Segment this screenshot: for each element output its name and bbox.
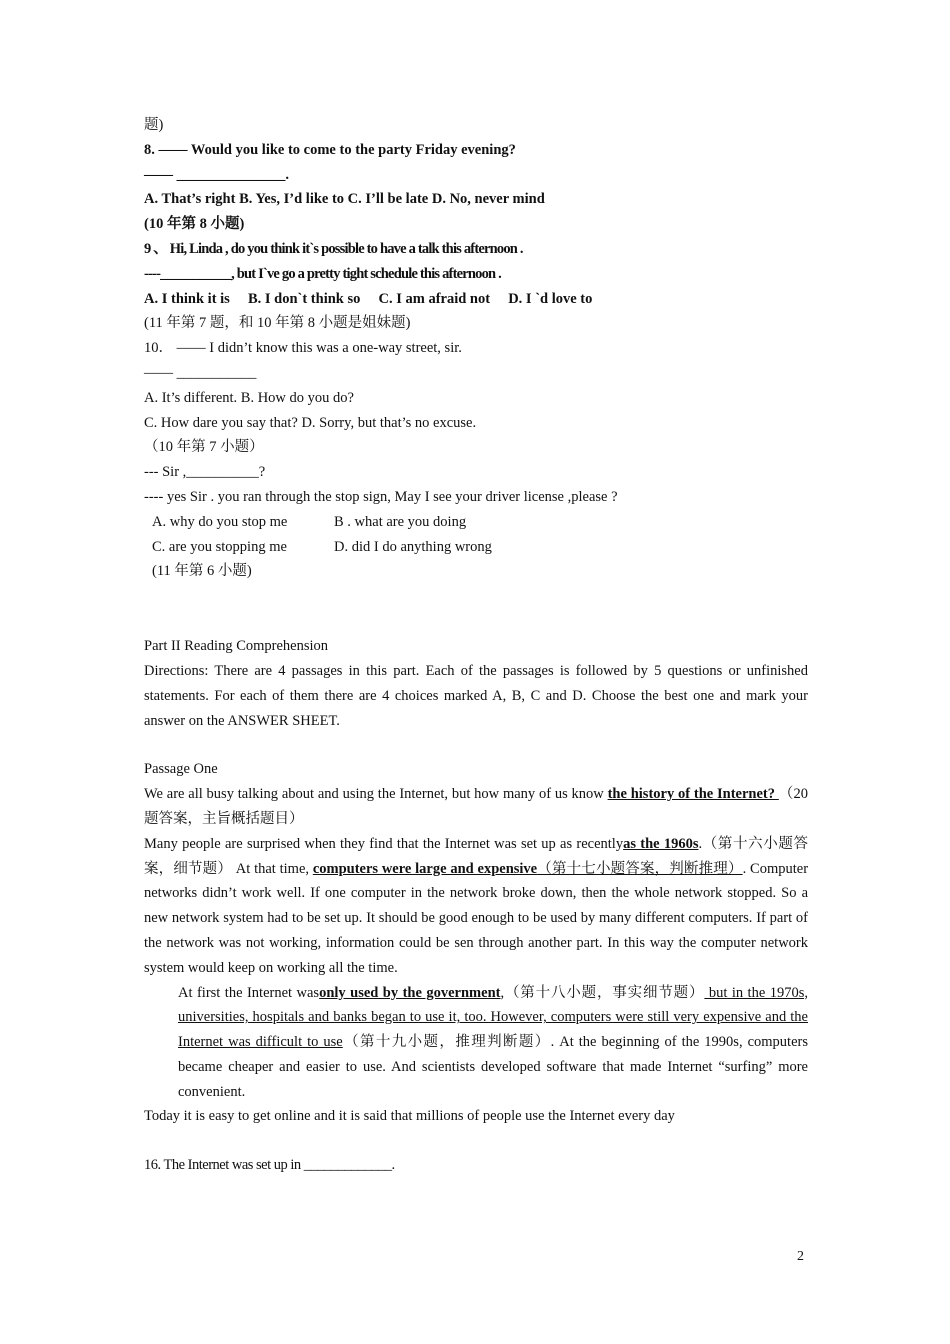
question-11-option-a: A. why do you stop me [152, 513, 288, 530]
part-2-title: Part II Reading Comprehension [144, 638, 329, 655]
passage-text: Many people are surprised when they find that the Internet was set up as recently [144, 835, 624, 852]
question-11-options-line1 [144, 510, 808, 535]
answer-note-18: （第十八小题，事实细节题） [504, 984, 705, 1001]
question-16: 16. The Internet was set up in _____________. [144, 1157, 395, 1174]
passage-text: . Computer networks didn’t work well. If one computer in the network broke down, then the whole network stopped. So a new network system had to be set up. It should be good enough to be used by many different computers. If part of the network was not working, information could be sen through another part. In this way the computer network system would keep on working all the time. [144, 860, 809, 976]
question-11-source: (11 年第 6 小题) [152, 563, 252, 580]
answer-note-16: （第十六小题答案，细节题） [144, 835, 808, 877]
question-10-stem: 10． —— I didn’t know this was a one-way street, sir. [144, 340, 462, 357]
spacer [144, 584, 808, 634]
question-11-option-d: D. did I do anything wrong [334, 538, 492, 555]
passage-text: At that time, [232, 860, 313, 877]
question-9-option-d: D. I `d love to [508, 290, 593, 307]
question-10-source: （10 年第 7 小题） [144, 439, 264, 456]
question-8-options: A. That’s right B. Yes, I’d like to C. I’ll be late D. No, never mind [144, 191, 545, 208]
answer-highlight-19: but in the 1970s, universities, hospitals and banks began to use it, too. However, computers were still very expensive and the Internet was difficult to use [178, 984, 809, 1051]
question-11-reply: ---- yes Sir . you ran through the stop sign, May I see your driver license ,please ? [144, 488, 618, 505]
passage-paragraph-1 [144, 782, 808, 832]
answer-highlight-17: computers were large and expensive [312, 860, 538, 877]
answer-note-19: （第十九小题，推理判断题） [342, 1034, 551, 1051]
passage-text: . At the beginning of the 1990s, computers became cheaper and easier to use. And scientists developed software that made Internet “surfing” more convenient. [178, 1034, 808, 1100]
passage-text: At first the Internet was [178, 984, 320, 1001]
page-number: 2 [797, 1249, 804, 1264]
question-8-stem: 8. —— Would you like to come to the party Friday evening? [144, 141, 516, 158]
answer-note-17: （第十七小题答案，判断推理） [537, 860, 743, 877]
question-11-option-b: B . what are you doing [334, 513, 467, 530]
question-11-options-line2 [144, 535, 808, 560]
question-10-options-line1: A. It’s different. B. How do you do? [144, 389, 354, 406]
question-9-options [144, 287, 808, 312]
question-11-option-c: C. are you stopping me [152, 538, 287, 555]
passage-title: Passage One [144, 761, 218, 778]
passage-text: , [500, 984, 505, 1001]
passage-text: . [698, 835, 703, 852]
question-10-blank: —— ___________ [144, 364, 257, 381]
passage-text: We are all busy talking about and using the Internet, but how many of us know [144, 786, 608, 803]
question-9-source: (11 年第 7 题，和 10 年第 8 小题是姐妹题) [144, 315, 411, 332]
spacer [144, 733, 808, 757]
answer-highlight-20: the history of the Internet? [607, 786, 779, 803]
answer-highlight-18: only used by the government [319, 984, 501, 1001]
answer-highlight-16: as the 1960s [623, 835, 699, 852]
passage-paragraph-2 [144, 832, 808, 981]
question-9-stem: 9 、 Hi, Linda , do you think it`s possible to have a talk this afternoon . [144, 240, 523, 257]
question-8-source: (10 年第 8 小题) [144, 216, 245, 233]
question-9-option-a: A. I think it is [144, 290, 230, 307]
question-10-options-line2: C. How dare you say that? D. Sorry, but that’s no excuse. [144, 414, 477, 431]
question-8-blank: —— _______________. [144, 166, 289, 183]
part-2-directions: Directions: There are 4 passages in this part. Each of the passages is followed by 5 questions or unfinished statements. For each of them there are 4 choices marked A, B, C and D. Choose the best one and mark your answer on the ANSWER SHEET. [144, 662, 808, 729]
spacer [144, 1129, 808, 1153]
question-7-tail: 题) [144, 117, 164, 133]
passage-paragraph-4: Today it is easy to get online and it is said that millions of people use the Internet every day [144, 1108, 675, 1125]
page-content [144, 113, 808, 1178]
answer-note-20: （20 题答案，主旨概括题目） [144, 786, 809, 827]
question-9-option-b: B. I don`t think so [247, 290, 361, 307]
question-9-option-c: C. I am afraid not [378, 290, 491, 307]
passage-paragraph-3 [144, 981, 808, 1105]
question-9-blank: ----___________, but I`ve go a pretty tight schedule this afternoon . [144, 265, 501, 282]
question-11-stem: --- Sir ,__________? [144, 464, 266, 481]
